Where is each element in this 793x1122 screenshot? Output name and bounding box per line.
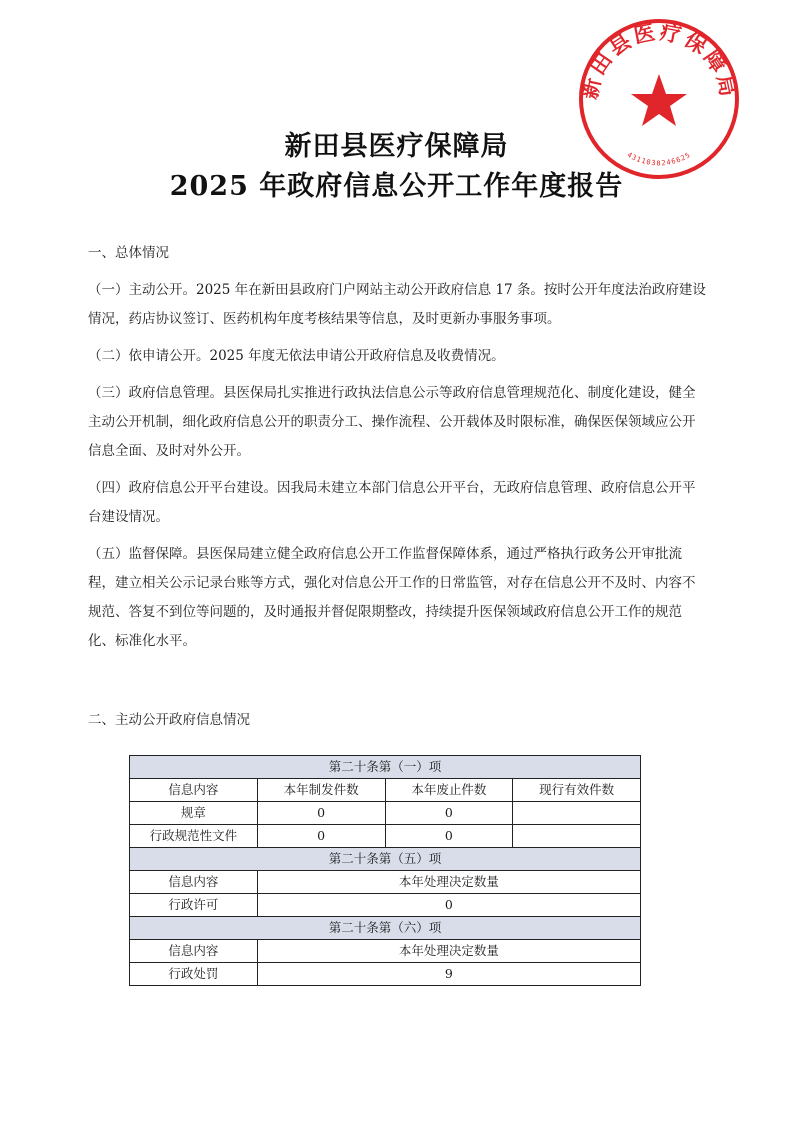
table-header-cell: 信息内容	[130, 779, 258, 802]
table-row	[130, 779, 641, 802]
table-row	[130, 963, 641, 986]
paragraph-platform-building: （四）政府信息公开平台建设。因我局未建立本部门信息公开平台，无政府信息管理、政府信息公开平台建设情况。	[88, 480, 696, 525]
paragraph-request-disclosure: （二）依申请公开。2025 年度无依法申请公开政府信息及收费情况。	[88, 348, 505, 364]
paragraph-active-disclosure: （一）主动公开。2025 年在新田县政府门户网站主动公开政府信息 17 条。按时公开年度法治政府建设情况，药店协议签订、医药机构年度考核结果等信息，及时更新办事服务事项。	[88, 282, 706, 327]
table-header-cell: 本年制发件数	[257, 779, 385, 802]
seal-star-icon	[631, 74, 687, 126]
table-section-header	[130, 756, 641, 779]
seal-code: 4311038246625	[625, 150, 693, 168]
section-article-20-5: 第二十条第（五）项	[130, 848, 641, 871]
table-header-cell: 本年处理决定数量	[257, 940, 640, 963]
paragraph-info-management: （三）政府信息管理。县医保局扎实推进行政执法信息公示等政府信息管理规范化、制度化建设，健全主动公开机制，细化政府信息公开的职责分工、操作流程、公开载体及时限标准，确保医保领域应公开信息全面、及时对外公开。	[88, 385, 696, 459]
section2-heading: 二、主动公开政府信息情况	[88, 712, 250, 728]
table-cell: 0	[257, 894, 640, 917]
table-cell: 0	[385, 802, 513, 825]
section1-heading: 一、总体情况	[88, 245, 169, 261]
table-cell: 0	[385, 825, 513, 848]
table-cell: 行政处罚	[130, 963, 258, 986]
table-header-cell: 本年废止件数	[385, 779, 513, 802]
seal-org-text: 新田县医疗保障局	[576, 18, 742, 102]
document-title-line1: 新田县医疗保障局	[284, 131, 509, 162]
table-row	[130, 894, 641, 917]
table-row	[130, 825, 641, 848]
paragraph-supervision: （五）监督保障。县医保局建立健全政府信息公开工作监督保障体系，通过严格执行政务公开审批流程，建立相关公示记录台账等方式，强化对信息公开工作的日常监管，对存在信息公开不及时、内容不规范、答复不到位等问题的，及时通报并督促限期整改，持续提升医保领域政府信息公开工作的规范化、标准化水平。	[88, 546, 696, 649]
table-cell: 行政许可	[130, 894, 258, 917]
table-cell	[513, 825, 641, 848]
table-header-cell: 信息内容	[130, 940, 258, 963]
table-row	[130, 871, 641, 894]
table-cell: 9	[257, 963, 640, 986]
table-cell: 行政规范性文件	[130, 825, 258, 848]
table-cell: 0	[257, 802, 385, 825]
table-cell: 规章	[130, 802, 258, 825]
table-row	[130, 802, 641, 825]
table-header-cell: 信息内容	[130, 871, 258, 894]
table-header-cell: 本年处理决定数量	[257, 871, 640, 894]
section-article-20-6: 第二十条第（六）项	[130, 917, 641, 940]
section-article-20-1: 第二十条第（一）项	[130, 756, 641, 779]
table-header-cell: 现行有效件数	[513, 779, 641, 802]
section1-body	[88, 276, 706, 664]
table-cell: 0	[257, 825, 385, 848]
table-section-header	[130, 848, 641, 871]
disclosure-table	[129, 755, 641, 986]
document-title-line2: 2025 年政府信息公开工作年度报告	[169, 171, 624, 202]
table-section-header	[130, 917, 641, 940]
table-row	[130, 940, 641, 963]
table-cell	[513, 802, 641, 825]
